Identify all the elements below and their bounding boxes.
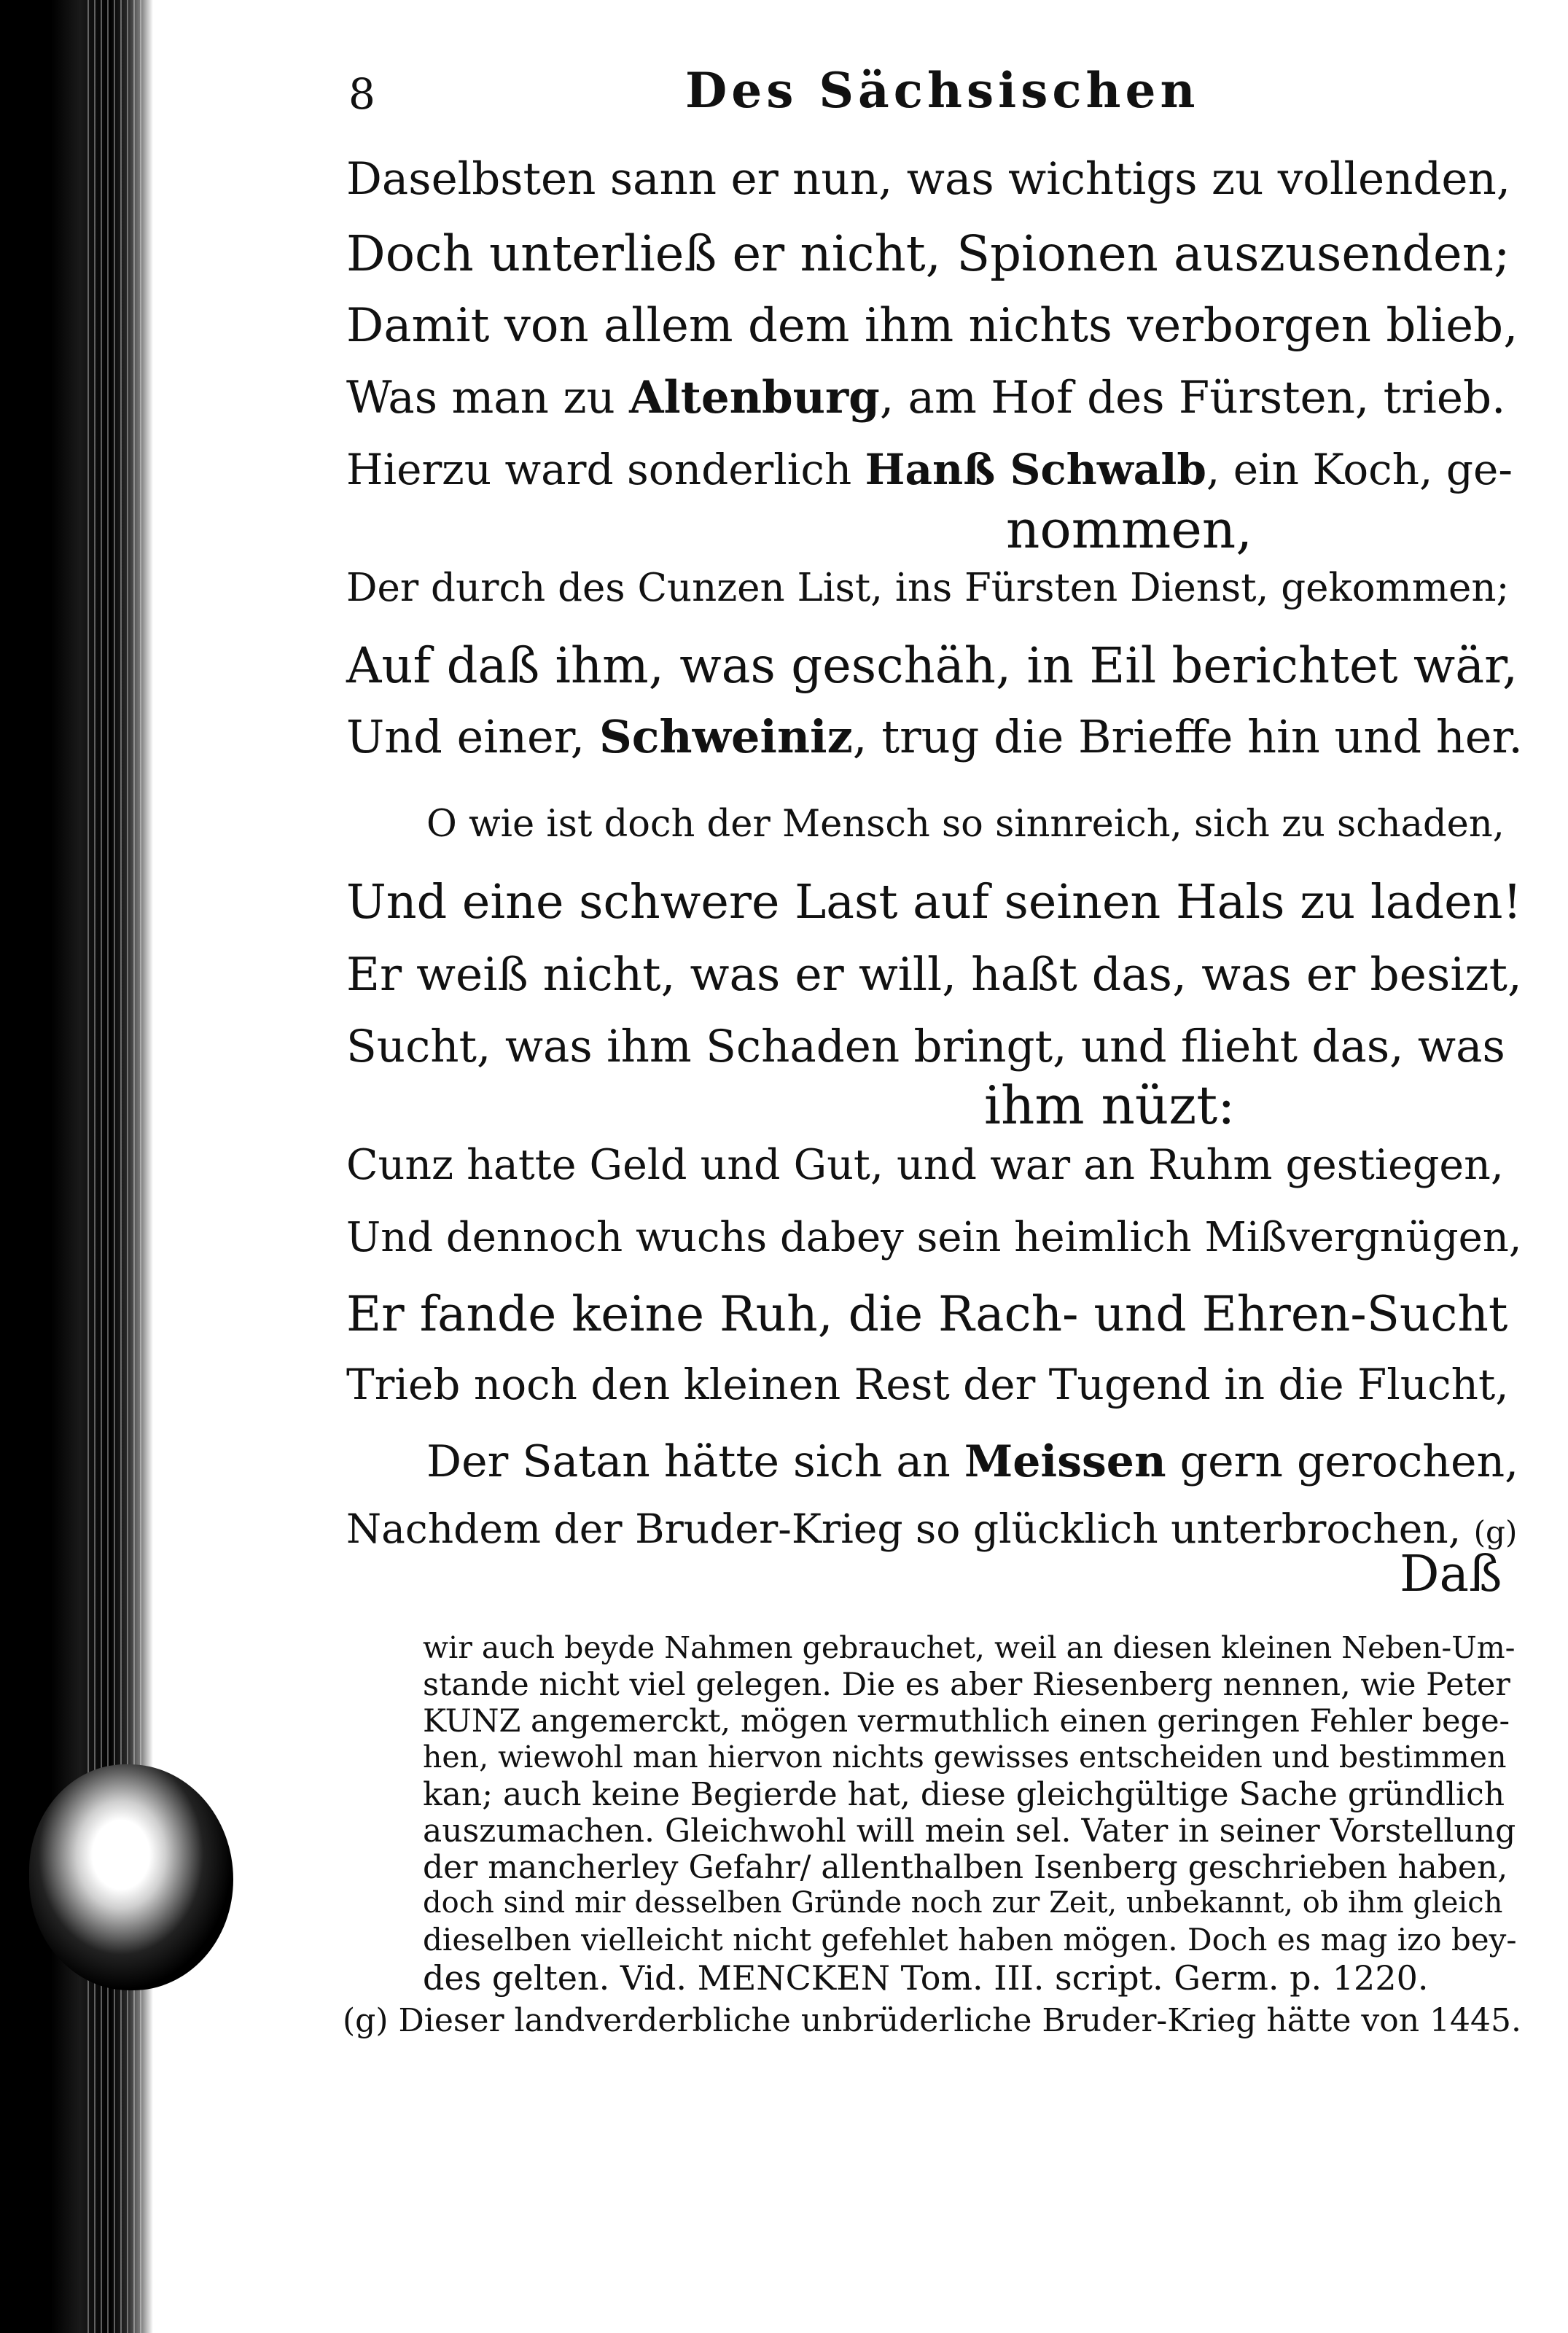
verse-line: Und eine schwere Last auf seinen Hals zu laden! <box>346 875 1522 930</box>
footnote-line: kan; auch keine Begierde hat, diese gleichgültige Sache gründlich <box>423 1776 1505 1813</box>
verse-line: Doch unterließ er nicht, Spionen auszusenden; <box>346 225 1510 282</box>
footnote-g-mark: (g) <box>343 2002 389 2039</box>
footnote-line: stande nicht viel gelegen. Die es aber Riesenberg nennen, wie Peter <box>423 1667 1510 1703</box>
verse-line: Der Satan hätte sich an Meissen gern gerochen, <box>426 1436 1519 1487</box>
place-name: Altenburg <box>629 372 880 424</box>
footnote-reference: (g) <box>1473 1514 1518 1550</box>
catchword: Daß <box>1400 1546 1502 1603</box>
verse-line: Nachdem der Bruder-Krieg so glücklich unterbrochen, (g) <box>346 1506 1518 1552</box>
place-name: Meissen <box>964 1436 1166 1487</box>
verse-line: Und dennoch wuchs dabey sein heimlich Mißvergnügen, <box>346 1214 1522 1261</box>
verse-line: Was man zu Altenburg, am Hof des Fürsten, trieb. <box>346 372 1506 424</box>
footnote-line: wir auch beyde Nahmen gebrauchet, weil an diesen kleinen Neben-Um- <box>423 1630 1516 1665</box>
verse-line: Hierzu ward sonderlich Hanß Schwalb, ein Koch, ge- <box>346 445 1513 494</box>
footnote-line: KUNZ angemerckt, mögen vermuthlich einen geringen Fehler bege- <box>423 1703 1510 1740</box>
footnote-line: dieselben vielleicht nicht gefehlet haben mögen. Doch es mag izo bey- <box>423 1922 1517 1958</box>
verse-line: Cunz hatte Geld und Gut, und war an Ruhm gestiegen, <box>346 1141 1504 1189</box>
footnote-line: hen, wiewohl man hiervon nichts gewisses entscheiden und bestimmen <box>423 1740 1507 1775</box>
verse-line: Sucht, was ihm Schaden bringt, und flieht das, was <box>346 1021 1505 1072</box>
footnote-line: der mancherley Gefahr/ allenthalben Isenberg geschrieben haben, <box>423 1849 1508 1886</box>
verse-line: Daselbsten sann er nun, was wichtigs zu vollenden, <box>346 153 1511 205</box>
verse-line: Und einer, Schweiniz, trug die Brieffe hin und her. <box>346 710 1523 763</box>
verse-line: O wie ist doch der Mensch so sinnreich, sich zu schaden, <box>426 803 1505 846</box>
verse-line: Auf daß ihm, was geschäh, in Eil berichtet wär, <box>346 637 1518 694</box>
person-name: Hanß Schwalb <box>865 445 1206 494</box>
page-number: 8 <box>348 69 375 119</box>
verse-line: Der durch des Cunzen List, ins Fürsten Dienst, gekommen; <box>346 566 1510 610</box>
footnote-line: auszumachen. Gleichwohl will mein sel. Vater in seiner Vorstellung <box>423 1812 1516 1850</box>
verse-line-continuation: nommen, <box>1006 499 1253 560</box>
verse-line: Trieb noch den kleinen Rest der Tugend in die Flucht, <box>346 1360 1509 1409</box>
verse-line: Er weiß nicht, was er will, haßt das, was er besizt, <box>346 948 1522 1001</box>
person-name: Schweiniz <box>598 710 853 763</box>
verse-line: Er fande keine Ruh, die Rach- und Ehren-Sucht <box>346 1286 1508 1342</box>
running-title: Des Sächsischen <box>685 62 1200 119</box>
verse-line-continuation: ihm nüzt: <box>984 1075 1236 1136</box>
footnote-g: (g) Dieser landverderbliche unbrüderliche Bruder-Krieg hätte von 1445. <box>343 2002 1521 2039</box>
footnote-line: doch sind mir desselben Gründe noch zur Zeit, unbekannt, ob ihm gleich <box>423 1886 1503 1920</box>
verse-line: Damit von allem dem ihm nichts verborgen blieb, <box>346 299 1518 353</box>
footnote-line: des gelten. Vid. MENCKEN Tom. III. script. Germ. p. 1220. <box>423 1958 1429 1998</box>
